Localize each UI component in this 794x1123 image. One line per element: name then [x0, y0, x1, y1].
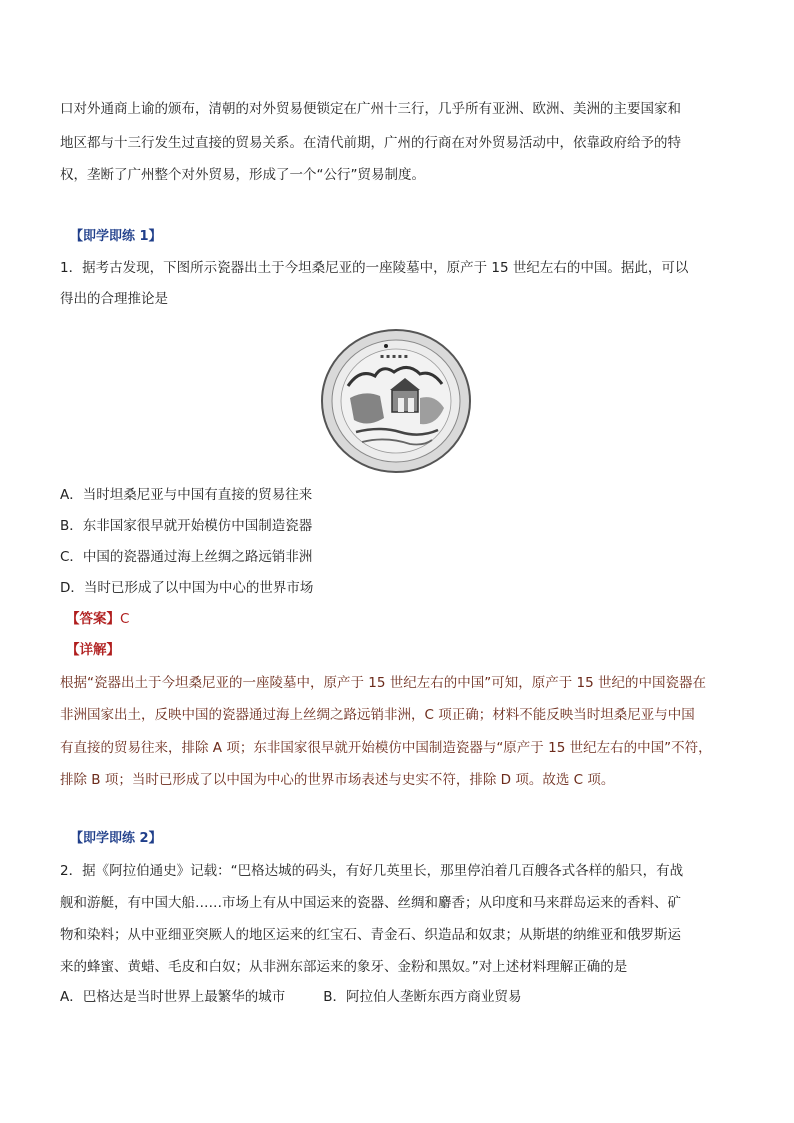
- detail-line-3: 有直接的贸易往来，排除 A 项；东非国家很早就开始模仿中国制造瓷器与“原产于 15 世纪左右的中国”不符，: [60, 740, 712, 756]
- q2-stem-line-3: 物和染料；从中亚细亚突厥人的地区运来的红宝石、青金石、织造品和奴隶；从斯堪的纳维亚和俄罗斯运: [60, 927, 681, 943]
- detail-line-2: 非洲国家出土，反映中国的瓷器通过海上丝绸之路远销非洲，C 项正确；材料不能反映当时坦桑尼亚与中国: [60, 707, 695, 723]
- section-label-q2: 【即学即练 2】: [70, 831, 162, 846]
- q2-option-b: B．阿拉伯人垄断东西方商业贸易: [323, 989, 522, 1005]
- q1-option-b: B．东非国家很早就开始模仿中国制造瓷器: [60, 518, 313, 534]
- detail-line-4: 排除 B 项；当时已形成了以中国为中心的世界市场表述与史实不符，排除 D 项。故选 C 项。: [60, 772, 615, 788]
- porcelain-plate-image: [320, 328, 472, 474]
- q1-stem-line-1: 1．据考古发现，下图所示瓷器出土于今坦桑尼亚的一座陵墓中，原产于 15 世纪左右的中国。据此，可以: [60, 260, 689, 276]
- q2-option-a: A．巴格达是当时世界上最繁华的城市: [60, 989, 286, 1005]
- q1-option-c: C．中国的瓷器通过海上丝绸之路远销非洲: [60, 549, 313, 565]
- q1-stem-line-2: 得出的合理推论是: [60, 291, 168, 307]
- q2-stem-line-2: 舰和游艇，有中国大船……市场上有从中国运来的瓷器、丝绸和麝香；从印度和马来群岛运来的香料、矿: [60, 895, 681, 911]
- answer-value: C: [120, 611, 130, 627]
- intro-line-3: 权，垄断了广州整个对外贸易，形成了一个“公行”贸易制度。: [60, 167, 425, 183]
- q2-stem-line-4: 来的蜂蜜、黄蜡、毛皮和白奴；从非洲东部运来的象牙、金粉和黑奴。”对上述材料理解正确的是: [60, 959, 628, 975]
- porcelain-plate-icon: [320, 328, 472, 474]
- intro-line-2: 地区都与十三行发生过直接的贸易关系。在清代前期，广州的行商在对外贸易活动中，依靠政府给予的特: [60, 135, 681, 151]
- q1-option-d: D．当时已形成了以中国为中心的世界市场: [60, 580, 314, 596]
- q2-stem-line-1: 2．据《阿拉伯通史》记载：“巴格达城的码头，有好几英里长，那里停泊着几百艘各式各样的船只，有战: [60, 863, 684, 879]
- intro-line-1: 口对外通商上谕的颁布，清朝的对外贸易便锁定在广州十三行，几乎所有亚洲、欧洲、美洲的主要国家和: [60, 101, 681, 117]
- detail-line-1: 根据“瓷器出土于今坦桑尼亚的一座陵墓中，原产于 15 世纪左右的中国”可知，原产于 15 世纪的中国瓷器在: [60, 675, 707, 691]
- answer-label: 【答案】: [66, 611, 120, 627]
- svg-text:▪ ▪ ▪ ▪ ▪: ▪ ▪ ▪ ▪ ▪: [380, 353, 408, 360]
- section-label-q1: 【即学即练 1】: [70, 229, 162, 244]
- q1-option-a: A．当时坦桑尼亚与中国有直接的贸易往来: [60, 487, 313, 503]
- q2-options-row: [60, 982, 740, 1012]
- detail-label: 【详解】: [66, 642, 120, 658]
- q1-answer: [66, 604, 746, 634]
